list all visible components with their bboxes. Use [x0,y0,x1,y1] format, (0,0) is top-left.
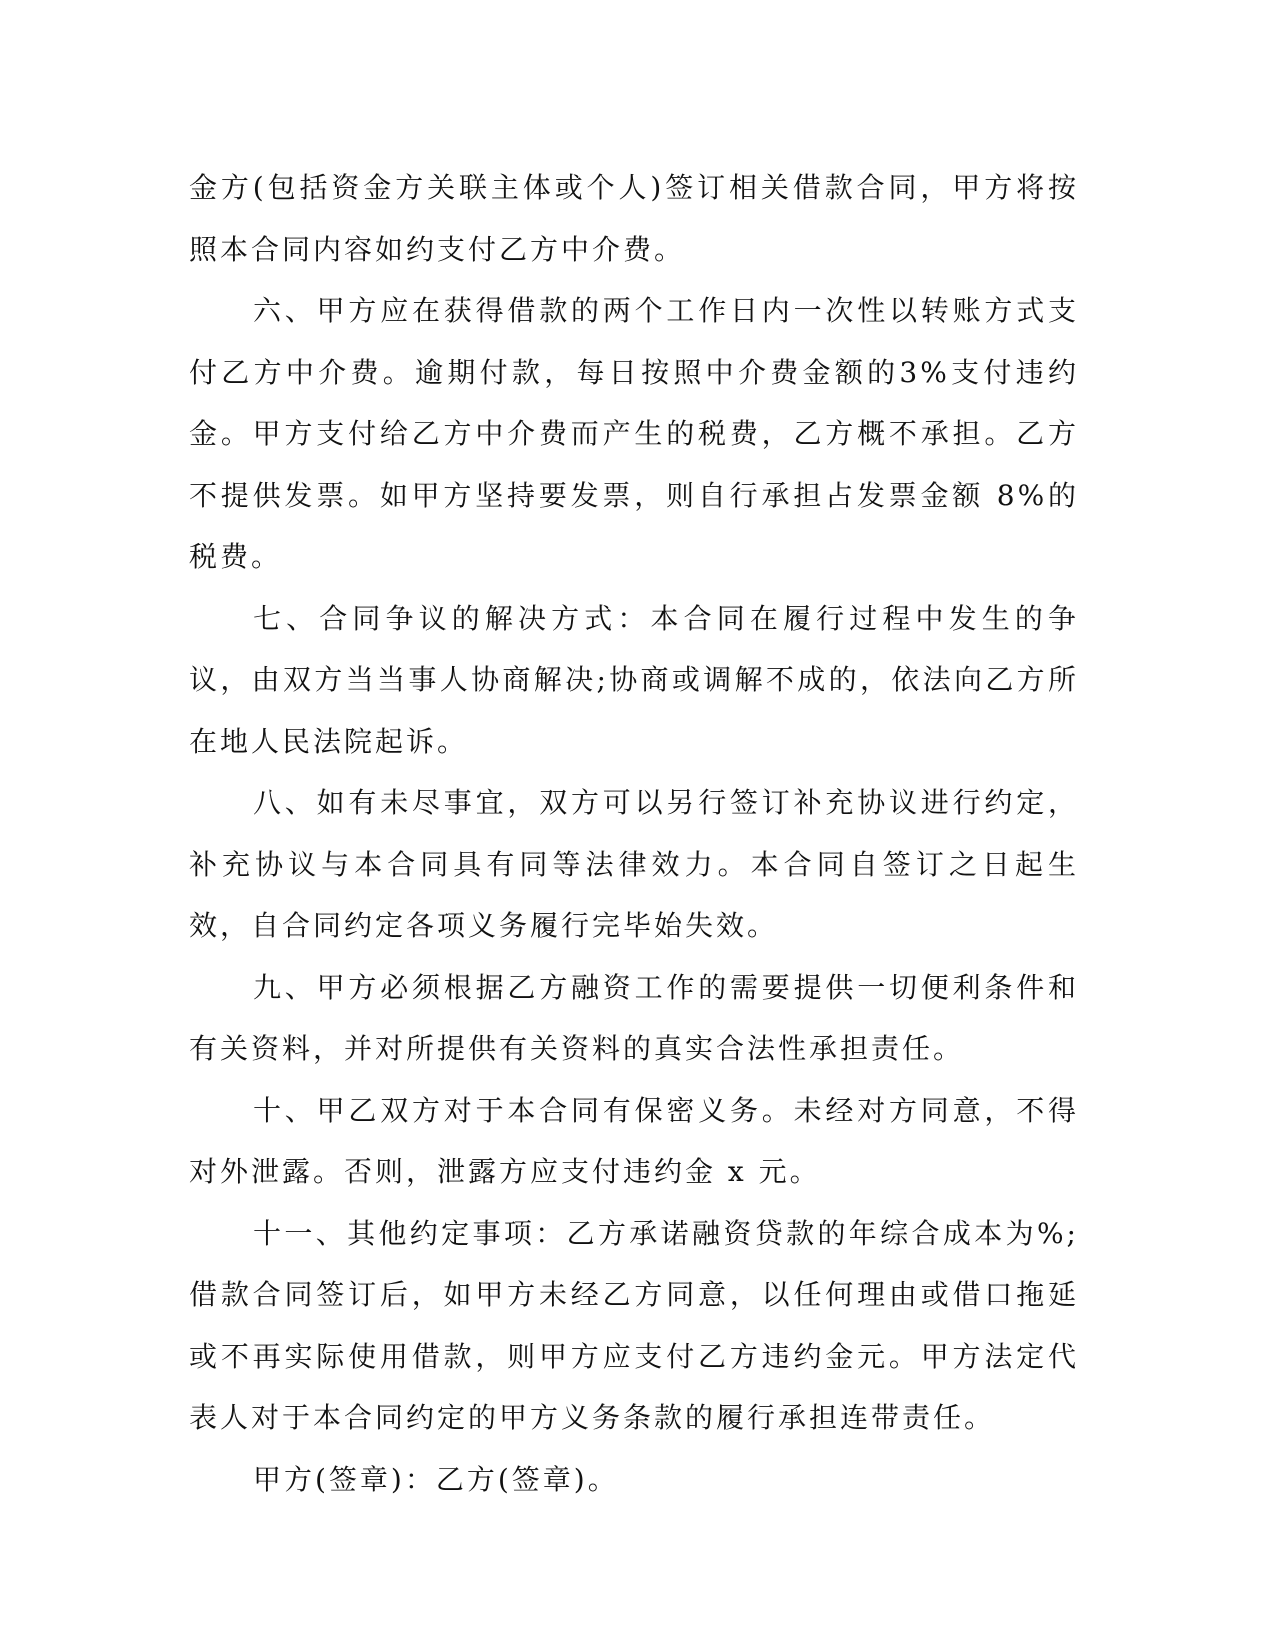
clause-11-other: 十一、其他约定事项：乙方承诺融资贷款的年综合成本为%;借款合同签订后，如甲方未经乙方同意，以任何理由或借口拖延或不再实际使用借款，则甲方应支付乙方违约金元。甲方法定代表人对于本合同约定的甲方义务条款的履行承担连带责任。 [189,1216,1079,1434]
contract-body [189,157,1079,1510]
signature-line: 甲方(签章)：乙方(签章)。 [253,1462,619,1496]
clause-9-materials: 九、甲方必须根据乙方融资工作的需要提供一切便利条件和有关资料，并对所提供有关资料的真实合法性承担责任。 [189,970,1079,1065]
clause-8-supplement: 八、如有未尽事宜，双方可以另行签订补充协议进行约定，补充协议与本合同具有同等法律效力。本合同自签订之日起生效，自合同约定各项义务履行完毕始失效。 [189,786,1079,942]
paragraph-continuation: 金方(包括资金方关联主体或个人)签订相关借款合同，甲方将按照本合同内容如约支付乙方中介费。 [189,171,1079,266]
clause-7-dispute: 七、合同争议的解决方式：本合同在履行过程中发生的争议，由双方当当事人协商解决;协商或调解不成的，依法向乙方所在地人民法院起诉。 [189,601,1079,758]
clause-6-payment: 六、甲方应在获得借款的两个工作日内一次性以转账方式支付乙方中介费。逾期付款，每日按照中介费金额的3%支付违约金。甲方支付给乙方中介费而产生的税费，乙方概不承担。乙方不提供发票。如甲方坚持要发票，则自行承担占发票金额 8%的税费。 [189,294,1079,573]
clause-10-confidentiality: 十、甲乙双方对于本合同有保密义务。未经对方同意，不得对外泄露。否则，泄露方应支付违约金 x 元。 [189,1093,1079,1188]
